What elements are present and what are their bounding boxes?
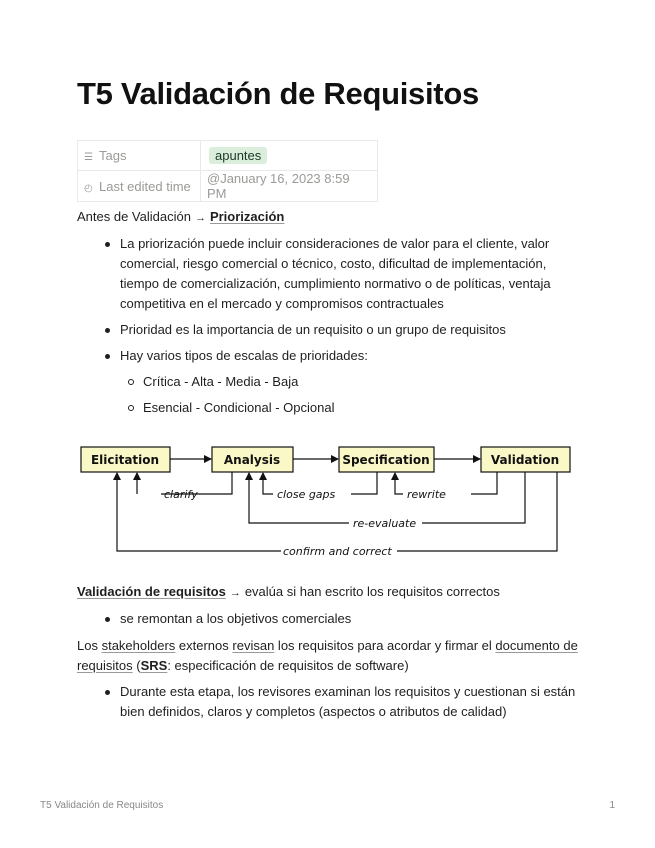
- rewrite-loop-arrow: [395, 473, 403, 494]
- intro-text: Antes de Validación: [77, 209, 191, 224]
- close-gaps-loop-line: [351, 472, 377, 494]
- stakeholders-paragraph: [77, 636, 582, 676]
- elicitation-label: Elicitation: [90, 453, 160, 467]
- properties-table: [77, 140, 378, 202]
- close-gaps-label: close gaps: [277, 488, 336, 501]
- validation-line: [77, 582, 587, 603]
- rewrite-label: rewrite: [407, 488, 446, 501]
- text-run: Los: [77, 638, 102, 653]
- confirm-and-correct-label: confirm and correct: [283, 545, 392, 558]
- validation-text: evalúa si han escrito los requisitos correctos: [244, 584, 500, 599]
- tags-label: Tags: [99, 148, 127, 163]
- close-gaps-loop-arrow: [263, 473, 273, 494]
- arrow-icon: →: [229, 587, 241, 599]
- property-row-edited: [78, 171, 378, 202]
- intro-line: [77, 207, 587, 228]
- list-item: La priorización puede incluir consideraciones de valor para el cliente, valor comercial, riesgo comercial o técnico, costo, dificultad de implementación, tiempo de comercialización, cumplimiento normativo o de políticas, ventaja competitiva en el mercado y compromisos contractuales: [77, 234, 580, 314]
- srs-link[interactable]: SRS: [140, 658, 168, 673]
- stakeholders-link[interactable]: stakeholders: [101, 638, 176, 653]
- requirements-process-diagram: [77, 440, 577, 565]
- validation-label: Validation: [490, 453, 560, 467]
- tag-badge[interactable]: apuntes: [209, 147, 267, 164]
- revisan-link[interactable]: revisan: [232, 638, 275, 653]
- list-icon: ☰: [84, 152, 93, 163]
- review-list: [77, 682, 580, 722]
- clock-icon: ◴: [84, 182, 93, 194]
- property-value-tags: [201, 141, 378, 171]
- clarify-label: clarify: [164, 488, 198, 501]
- scales-list: [77, 372, 563, 418]
- list-item: se remontan a los objetivos comerciales: [77, 609, 580, 629]
- arrow-icon: →: [194, 212, 206, 224]
- property-value-edited: @January 16, 2023 8:59 PM: [201, 171, 378, 202]
- list-item: Durante esta etapa, los revisores examinan los requisitos y cuestionan si están bien definidos, claros y completos (aspectos o atributos de calidad): [77, 682, 580, 722]
- list-item: Esencial - Condicional - Opcional: [77, 398, 563, 418]
- property-key-tags: [78, 141, 201, 171]
- text-run: (: [132, 658, 141, 673]
- page-number: 1: [609, 800, 615, 811]
- footer-title: T5 Validación de Requisitos: [40, 800, 164, 811]
- validation-list: [77, 609, 580, 629]
- property-key-edited: [78, 171, 201, 202]
- text-run: externos: [175, 638, 233, 653]
- list-item: Crítica - Alta - Media - Baja: [77, 372, 563, 392]
- property-row-tags: [78, 141, 378, 171]
- list-item: Hay varios tipos de escalas de prioridades:: [77, 346, 580, 366]
- re-evaluate-label: re-evaluate: [353, 517, 417, 530]
- rewrite-loop-line: [471, 472, 497, 494]
- page-title: T5 Validación de Requisitos: [77, 76, 479, 111]
- priorization-list: [77, 234, 580, 372]
- specification-label: Specification: [342, 453, 430, 467]
- validation-term-link[interactable]: Validación de requisitos: [77, 584, 226, 599]
- confirm-loop-line: [397, 472, 557, 551]
- priorizacion-link[interactable]: Priorización: [209, 209, 285, 224]
- text-run: los requisitos para acordar y firmar el: [274, 638, 496, 653]
- edited-label: Last edited time: [99, 178, 191, 194]
- analysis-label: Analysis: [223, 453, 281, 467]
- confirm-loop-arrow: [117, 473, 281, 551]
- text-run: : especificación de requisitos de software): [167, 658, 409, 673]
- documento-requisitos-link[interactable]: documento de requisitos: [77, 638, 578, 673]
- list-item: Prioridad es la importancia de un requisito o un grupo de requisitos: [77, 320, 580, 340]
